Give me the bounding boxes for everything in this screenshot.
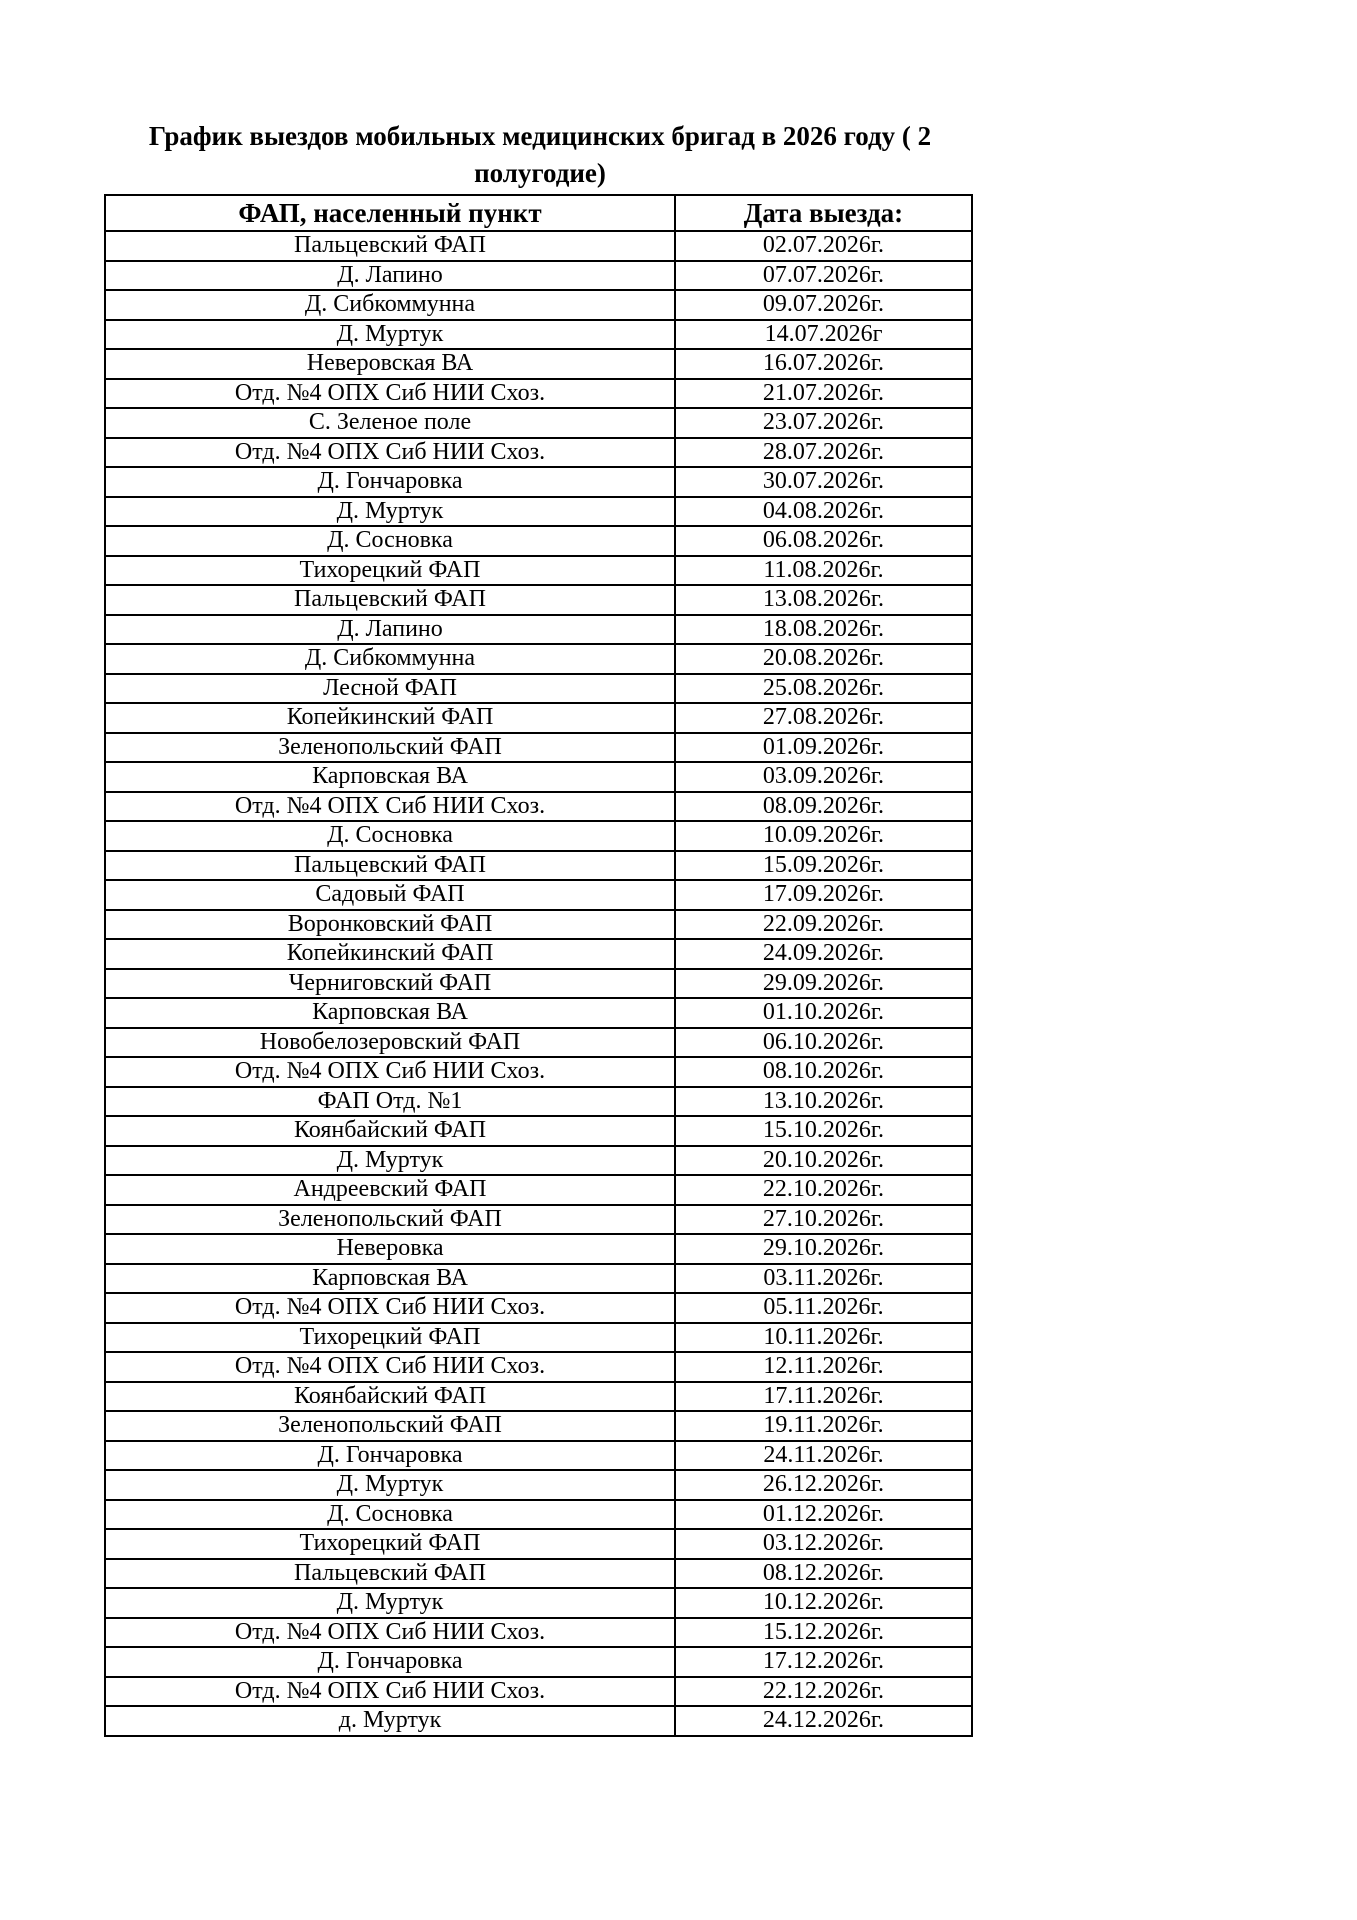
location-cell: Черниговский ФАП — [105, 969, 675, 999]
date-cell: 03.12.2026г. — [675, 1529, 972, 1559]
location-cell: Д. Сибкоммунна — [105, 644, 675, 674]
table-row — [105, 1382, 972, 1412]
table-row — [105, 1175, 972, 1205]
table-row — [105, 1116, 972, 1146]
table-row — [105, 703, 972, 733]
date-cell: 22.09.2026г. — [675, 910, 972, 940]
table-header-row — [105, 195, 972, 231]
table-row — [105, 1028, 972, 1058]
date-cell: 25.08.2026г. — [675, 674, 972, 704]
table-row — [105, 998, 972, 1028]
table-row — [105, 969, 972, 999]
table-row — [105, 1352, 972, 1382]
table-row — [105, 290, 972, 320]
location-cell: Д. Лапино — [105, 615, 675, 645]
location-cell: Д. Сосновка — [105, 821, 675, 851]
column-header-date: Дата выезда: — [675, 195, 972, 231]
date-cell: 06.10.2026г. — [675, 1028, 972, 1058]
date-cell: 20.08.2026г. — [675, 644, 972, 674]
table-row — [105, 821, 972, 851]
location-cell: Отд. №4 ОПХ Сиб НИИ Схоз. — [105, 1618, 675, 1648]
location-cell: Карповская ВА — [105, 998, 675, 1028]
table-row — [105, 467, 972, 497]
table-row — [105, 1087, 972, 1117]
location-cell: Д. Гончаровка — [105, 1647, 675, 1677]
table-row — [105, 497, 972, 527]
date-cell: 27.10.2026г. — [675, 1205, 972, 1235]
location-cell: Отд. №4 ОПХ Сиб НИИ Схоз. — [105, 1057, 675, 1087]
table-row — [105, 1323, 972, 1353]
location-cell: Андреевский ФАП — [105, 1175, 675, 1205]
table-row — [105, 1647, 972, 1677]
table-row — [105, 349, 972, 379]
table-row — [105, 1706, 972, 1736]
date-cell: 08.10.2026г. — [675, 1057, 972, 1087]
date-cell: 22.12.2026г. — [675, 1677, 972, 1707]
table-row — [105, 762, 972, 792]
date-cell: 24.11.2026г. — [675, 1441, 972, 1471]
date-cell: 06.08.2026г. — [675, 526, 972, 556]
date-cell: 01.09.2026г. — [675, 733, 972, 763]
location-cell: Д. Лапино — [105, 261, 675, 291]
table-row — [105, 556, 972, 586]
location-cell: Садовый ФАП — [105, 880, 675, 910]
table-row — [105, 1588, 972, 1618]
location-cell: Д. Гончаровка — [105, 1441, 675, 1471]
location-cell: Зеленопольский ФАП — [105, 1411, 675, 1441]
table-row — [105, 1677, 972, 1707]
date-cell: 11.08.2026г. — [675, 556, 972, 586]
location-cell: Отд. №4 ОПХ Сиб НИИ Схоз. — [105, 1352, 675, 1382]
table-row — [105, 585, 972, 615]
date-cell: 10.12.2026г. — [675, 1588, 972, 1618]
table-row — [105, 939, 972, 969]
location-cell: С. Зеленое поле — [105, 408, 675, 438]
location-cell: Коянбайский ФАП — [105, 1382, 675, 1412]
location-cell: Д. Сосновка — [105, 1500, 675, 1530]
location-cell: Лесной ФАП — [105, 674, 675, 704]
date-cell: 18.08.2026г. — [675, 615, 972, 645]
location-cell: Коянбайский ФАП — [105, 1116, 675, 1146]
date-cell: 29.09.2026г. — [675, 969, 972, 999]
date-cell: 07.07.2026г. — [675, 261, 972, 291]
date-cell: 15.09.2026г. — [675, 851, 972, 881]
location-cell: Воронковский ФАП — [105, 910, 675, 940]
location-cell: Д. Муртук — [105, 497, 675, 527]
location-cell: Карповская ВА — [105, 762, 675, 792]
location-cell: Пальцевский ФАП — [105, 1559, 675, 1589]
date-cell: 28.07.2026г. — [675, 438, 972, 468]
date-cell: 03.09.2026г. — [675, 762, 972, 792]
table-row — [105, 851, 972, 881]
date-cell: 10.11.2026г. — [675, 1323, 972, 1353]
table-row — [105, 910, 972, 940]
date-cell: 17.11.2026г. — [675, 1382, 972, 1412]
location-cell: Неверовская ВА — [105, 349, 675, 379]
date-cell: 04.08.2026г. — [675, 497, 972, 527]
table-row — [105, 408, 972, 438]
column-header-location: ФАП, населенный пункт — [105, 195, 675, 231]
table-row — [105, 1470, 972, 1500]
date-cell: 01.10.2026г. — [675, 998, 972, 1028]
date-cell: 29.10.2026г. — [675, 1234, 972, 1264]
date-cell: 14.07.2026г — [675, 320, 972, 350]
date-cell: 02.07.2026г. — [675, 231, 972, 261]
date-cell: 21.07.2026г. — [675, 379, 972, 409]
table-row — [105, 1057, 972, 1087]
table-row — [105, 644, 972, 674]
location-cell: Д. Гончаровка — [105, 467, 675, 497]
date-cell: 20.10.2026г. — [675, 1146, 972, 1176]
location-cell: Неверовка — [105, 1234, 675, 1264]
table-row — [105, 1264, 972, 1294]
table-row — [105, 615, 972, 645]
date-cell: 10.09.2026г. — [675, 821, 972, 851]
date-cell: 03.11.2026г. — [675, 1264, 972, 1294]
table-row — [105, 1205, 972, 1235]
date-cell: 12.11.2026г. — [675, 1352, 972, 1382]
date-cell: 08.09.2026г. — [675, 792, 972, 822]
date-cell: 24.12.2026г. — [675, 1706, 972, 1736]
table-row — [105, 1618, 972, 1648]
location-cell: Пальцевский ФАП — [105, 231, 675, 261]
location-cell: Д. Муртук — [105, 1588, 675, 1618]
date-cell: 23.07.2026г. — [675, 408, 972, 438]
table-row — [105, 1146, 972, 1176]
date-cell: 30.07.2026г. — [675, 467, 972, 497]
table-row — [105, 438, 972, 468]
location-cell: Д. Сосновка — [105, 526, 675, 556]
table-row — [105, 1411, 972, 1441]
date-cell: 26.12.2026г. — [675, 1470, 972, 1500]
location-cell: Копейкинский ФАП — [105, 939, 675, 969]
location-cell: Тихорецкий ФАП — [105, 1529, 675, 1559]
table-row — [105, 379, 972, 409]
date-cell: 16.07.2026г. — [675, 349, 972, 379]
location-cell: Д. Сибкоммунна — [105, 290, 675, 320]
table-row — [105, 792, 972, 822]
date-cell: 09.07.2026г. — [675, 290, 972, 320]
location-cell: Копейкинский ФАП — [105, 703, 675, 733]
date-cell: 08.12.2026г. — [675, 1559, 972, 1589]
location-cell: ФАП Отд. №1 — [105, 1087, 675, 1117]
table-row — [105, 1529, 972, 1559]
document-title: График выездов мобильных медицинских бригад в 2026 году ( 2 полугодие) — [148, 121, 932, 188]
date-cell: 22.10.2026г. — [675, 1175, 972, 1205]
location-cell: Пальцевский ФАП — [105, 851, 675, 881]
location-cell: д. Муртук — [105, 1706, 675, 1736]
location-cell: Новобелозеровский ФАП — [105, 1028, 675, 1058]
date-cell: 13.08.2026г. — [675, 585, 972, 615]
table-row — [105, 1559, 972, 1589]
location-cell: Отд. №4 ОПХ Сиб НИИ Схоз. — [105, 379, 675, 409]
location-cell: Пальцевский ФАП — [105, 585, 675, 615]
date-cell: 17.12.2026г. — [675, 1647, 972, 1677]
location-cell: Отд. №4 ОПХ Сиб НИИ Схоз. — [105, 1293, 675, 1323]
table-row — [105, 674, 972, 704]
date-cell: 01.12.2026г. — [675, 1500, 972, 1530]
location-cell: Тихорецкий ФАП — [105, 1323, 675, 1353]
location-cell: Карповская ВА — [105, 1264, 675, 1294]
date-cell: 27.08.2026г. — [675, 703, 972, 733]
table-row — [105, 526, 972, 556]
table-row — [105, 320, 972, 350]
table-row — [105, 1293, 972, 1323]
location-cell: Д. Муртук — [105, 1146, 675, 1176]
location-cell: Тихорецкий ФАП — [105, 556, 675, 586]
location-cell: Зеленопольский ФАП — [105, 733, 675, 763]
date-cell: 19.11.2026г. — [675, 1411, 972, 1441]
schedule-table — [104, 194, 973, 1737]
table-row — [105, 231, 972, 261]
table-row — [105, 733, 972, 763]
location-cell: Д. Муртук — [105, 320, 675, 350]
location-cell: Отд. №4 ОПХ Сиб НИИ Схоз. — [105, 792, 675, 822]
location-cell: Отд. №4 ОПХ Сиб НИИ Схоз. — [105, 438, 675, 468]
table-row — [105, 880, 972, 910]
date-cell: 05.11.2026г. — [675, 1293, 972, 1323]
location-cell: Д. Муртук — [105, 1470, 675, 1500]
date-cell: 24.09.2026г. — [675, 939, 972, 969]
date-cell: 15.12.2026г. — [675, 1618, 972, 1648]
date-cell: 17.09.2026г. — [675, 880, 972, 910]
schedule-body — [105, 231, 972, 1736]
date-cell: 13.10.2026г. — [675, 1087, 972, 1117]
table-row — [105, 1234, 972, 1264]
table-row — [105, 1500, 972, 1530]
table-row — [105, 261, 972, 291]
date-cell: 15.10.2026г. — [675, 1116, 972, 1146]
location-cell: Зеленопольский ФАП — [105, 1205, 675, 1235]
table-row — [105, 1441, 972, 1471]
location-cell: Отд. №4 ОПХ Сиб НИИ Схоз. — [105, 1677, 675, 1707]
